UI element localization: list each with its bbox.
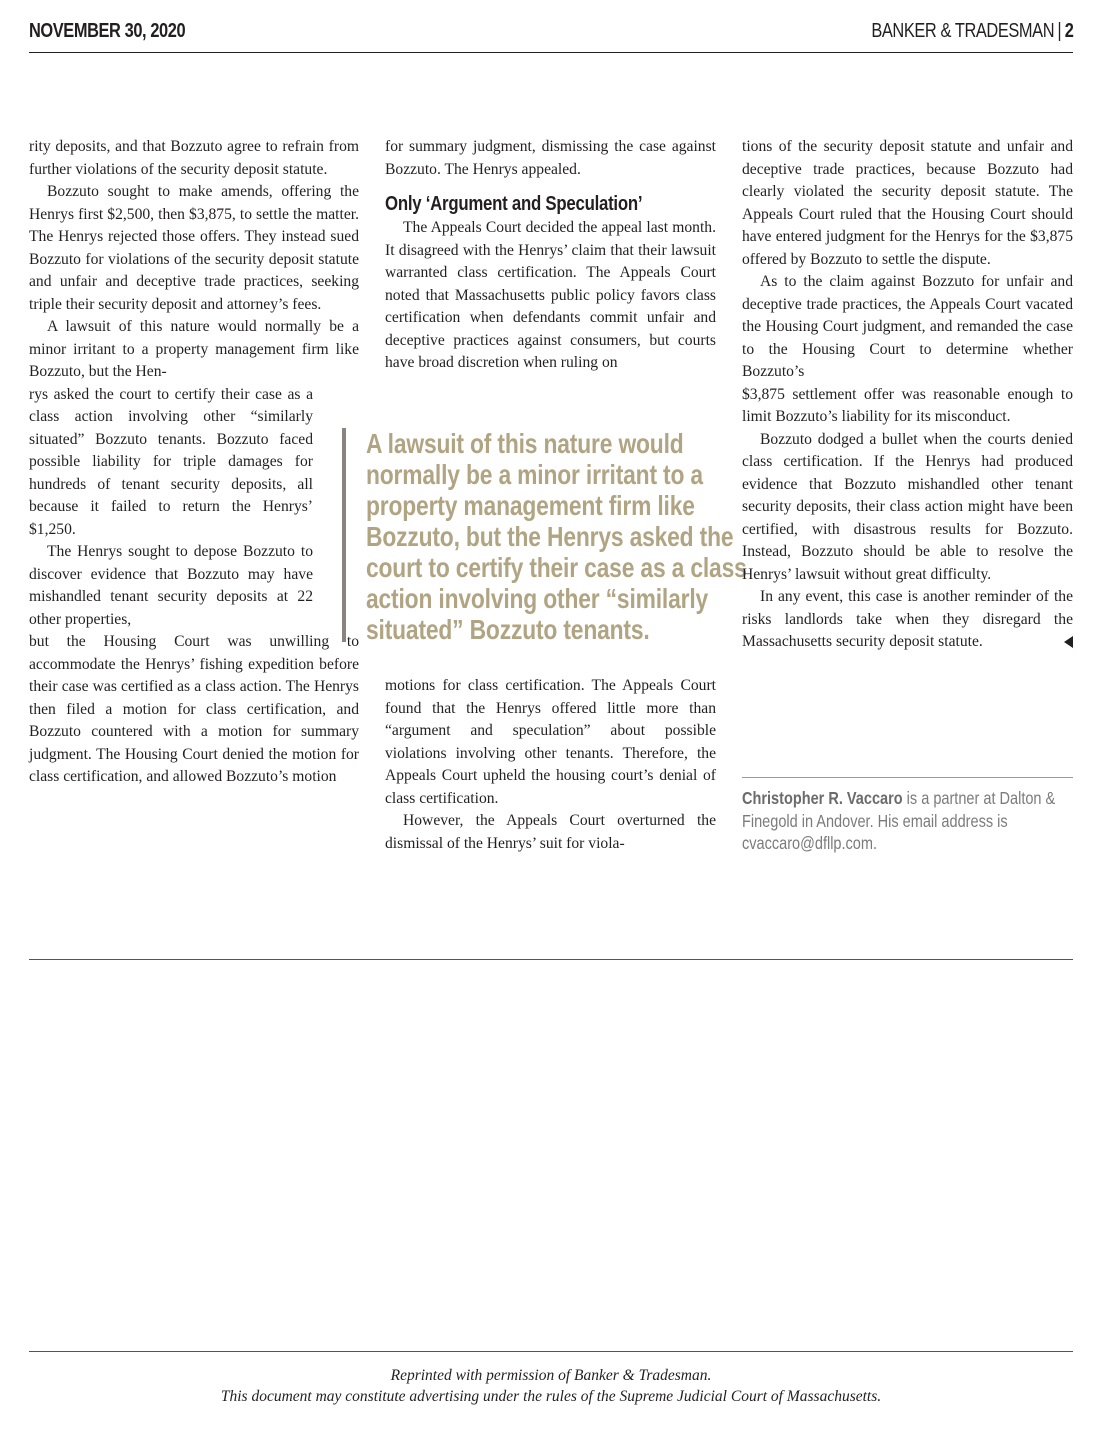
article-column-3: [742, 136, 1073, 654]
page-number: 2: [1064, 20, 1073, 42]
paragraph: Bozzuto sought to make amends, offering the Henrys first $2,500, then $3,875, to settle the matter. The Henrys rejected those offers. They instead sued Bozzuto for violations of the security deposit statute and unfair and deceptive trade practices, seeking triple their security deposit and attorney’s fees.: [29, 183, 359, 313]
article-column-2-top: [385, 136, 716, 375]
author-bio: [742, 787, 1074, 855]
paragraph: A lawsuit of this nature would normally be a minor irritant to a property management firm like Bozzuto, but the Hen-: [29, 318, 359, 380]
paragraph: [742, 586, 1073, 654]
paragraph: tions of the security deposit statute and unfair and deceptive trade practices, because Bozzuto had clearly violated the security deposit statute. The Appeals Court ruled that the Housing Court should have entered judgment for the Henrys for the $3,875 offered by Bozzuto to settle the dispute.: [742, 138, 1073, 268]
paragraph: The Appeals Court decided the appeal last month. It disagreed with the Henrys’ claim that their lawsuit warranted class certification. The Appeals Court noted that Massachusetts public policy favors class certification when defendants commit unfair and deceptive practices against consumers, but courts have broad discretion when ruling on: [385, 219, 716, 371]
pull-quote: [342, 428, 786, 645]
reprint-notice: Reprinted with permission of Banker & Tradesman.: [390, 1367, 712, 1384]
header-separator: |: [1056, 20, 1062, 42]
paragraph: but the Housing Court was unwilling to accommodate the Henrys’ fishing expedition before their case was certified as a class action. The Henrys then filed a motion for class certification, and Bozzuto countered with a motion for summary judgment. The Housing Court denied the motion for class certification, and allowed Bozzuto’s motion: [29, 633, 359, 785]
paragraph: for summary judgment, dismissing the case against Bozzuto. The Henrys appealed.: [385, 138, 716, 178]
paragraph: motions for class certification. The Appeals Court found that the Henrys offered little more than “argument and speculation” about possible violations involving other tenants. Therefore, the Appeals Court upheld the housing court’s denial of class certification.: [385, 677, 716, 807]
author-bio-text: is a partner at Dalton & Finegold in Andover. His email address is cvaccaro@dfllp.com.: [742, 788, 1056, 853]
paragraph: $3,875 settlement offer was reasonable enough to limit Bozzuto’s liability for its misconduct.: [742, 385, 1073, 425]
paragraph: The Henrys sought to depose Bozzuto to discover evidence that Bozzuto may have mishandled tenant security deposits at 22 other properties,: [29, 543, 313, 628]
paragraph: Bozzuto dodged a bullet when the courts denied class certification. If the Henrys had produced evidence that Bozzuto mishandled other tenant security deposits, their class action might have been certified, with disastrous results for Bozzuto. Instead, Bozzuto should be able to resolve the Henrys’ lawsuit without great difficulty.: [742, 430, 1073, 583]
section-subhead: Only ‘Argument and Speculation’: [385, 193, 643, 215]
header-right: [871, 20, 1073, 43]
content-divider: [29, 959, 1073, 960]
footer-divider: [29, 1351, 1073, 1352]
paragraph-text: In any event, this case is another reminder of the risks landlords take when they disregard the Massachusetts security deposit statute.: [742, 588, 1073, 650]
publication-name: BANKER & TRADESMAN: [870, 20, 1054, 42]
pull-quote-text: A lawsuit of this nature would normally be a minor irritant to a property management firm like Bozzuto, but the Henrys asked the court to certify their case as a class action involving other “similarly situated” Bozzuto tenants.: [366, 428, 747, 645]
page-header: [29, 18, 1073, 53]
advertising-notice: This document may constitute advertising under the rules of the Supreme Judicial Court of Massachusetts.: [220, 1388, 882, 1405]
bio-divider: [742, 777, 1073, 778]
paragraph: However, the Appeals Court overturned the dismissal of the Henrys’ suit for viola-: [385, 812, 716, 852]
end-mark-icon: [1064, 636, 1073, 648]
paragraph: rys asked the court to certify their case as a class action involving other “similarly situated” Bozzuto tenants. Bozzuto faced possible liability for triple damages for hundreds of tenant security deposits, all because it failed to return the Henrys’ $1,250.: [29, 385, 313, 538]
issue-date: NOVEMBER 30, 2020: [29, 20, 186, 42]
article-column-1: [29, 136, 359, 789]
article-column-2-bottom: [385, 675, 716, 855]
paragraph: As to the claim against Bozzuto for unfair and deceptive trade practices, the Appeals Court vacated the Housing Court judgment, and remanded the case to the Housing Court to determine whether Bozzuto’s: [742, 273, 1073, 380]
paragraph: rity deposits, and that Bozzuto agree to refrain from further violations of the security deposit statute.: [29, 138, 359, 178]
author-name: Christopher R. Vaccaro: [742, 788, 903, 808]
